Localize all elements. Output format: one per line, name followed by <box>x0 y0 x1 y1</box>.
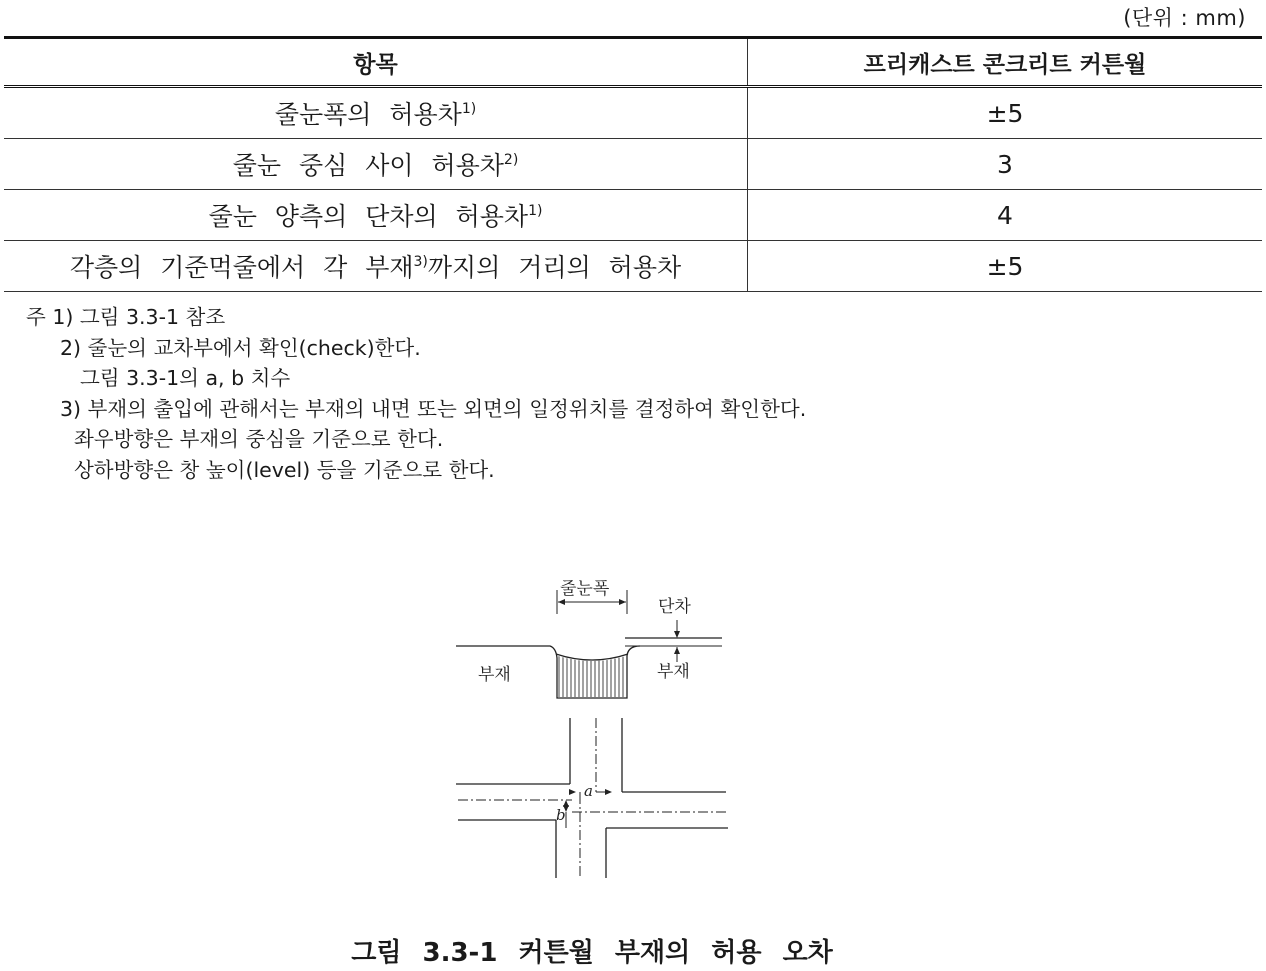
row-value: 4 <box>748 190 1263 241</box>
item-text-after: 까지의 거리의 허용차 <box>427 253 682 282</box>
member-label-left: 부재 <box>478 665 511 685</box>
member-label-right: 부재 <box>657 662 690 682</box>
joint-intersection-plan <box>456 718 728 878</box>
footnote-2: 2) 줄눈의 교차부에서 확인(check)한다. <box>60 335 421 360</box>
joint-section-diagram <box>456 579 722 698</box>
footnote-3: 3) 부재의 출입에 관해서는 부재의 내면 또는 외면의 일정위치를 결정하여 확인한다. <box>60 396 807 421</box>
item-text: 줄눈 중심 사이 허용차 <box>232 151 504 180</box>
footnote-1: 주 1) 그림 3.3-1 참조 <box>26 305 226 329</box>
footnote-ref: 1) <box>461 101 477 117</box>
table-row <box>4 87 1262 139</box>
table-row <box>4 190 1262 241</box>
item-text-before: 각층의 기준먹줄에서 각 부재 <box>69 253 414 282</box>
item-text: 줄눈폭의 허용차 <box>274 100 462 129</box>
dim-b-label: b <box>556 806 566 824</box>
footnote-ref: 2) <box>503 152 519 168</box>
figure-caption: 그림 3.3-1 커튼월 부재의 허용 오차 <box>351 938 833 968</box>
footnote-ref: 3) <box>413 254 428 270</box>
footnote-2-detail: 그림 3.3-1의 a, b 치수 <box>80 366 291 390</box>
joint-width-label: 줄눈폭 <box>560 579 610 599</box>
row-item-reference-line <box>4 241 748 292</box>
row-item-joint-step <box>4 190 748 241</box>
footnote-3-horizontal: 좌우방향은 부재의 중심을 기준으로 한다. <box>74 427 444 451</box>
item-text: 줄눈 양측의 단차의 허용차 <box>208 202 529 231</box>
tolerance-table <box>4 36 1262 292</box>
row-value: ±5 <box>748 87 1263 139</box>
row-item-joint-center <box>4 139 748 190</box>
row-value: ±5 <box>748 241 1263 292</box>
footnote-3-vertical: 상하방향은 창 높이(level) 등을 기준으로 한다. <box>74 457 495 482</box>
table-row <box>4 241 1262 292</box>
header-item: 항목 <box>4 38 748 87</box>
footnote-ref: 1) <box>528 203 543 219</box>
row-item-joint-width <box>4 87 748 139</box>
step-label: 단차 <box>658 597 691 617</box>
row-value: 3 <box>748 139 1263 190</box>
curtain-wall-tolerance-figure <box>450 570 740 885</box>
footnotes <box>26 302 806 485</box>
header-precast-curtain-wall: 프리캐스트 콘크리트 커튼월 <box>748 38 1263 87</box>
unit-label: (단위 : mm) <box>1123 6 1246 30</box>
table-row <box>4 139 1262 190</box>
dim-a-label: a <box>584 782 593 800</box>
table-header-row <box>4 38 1262 87</box>
